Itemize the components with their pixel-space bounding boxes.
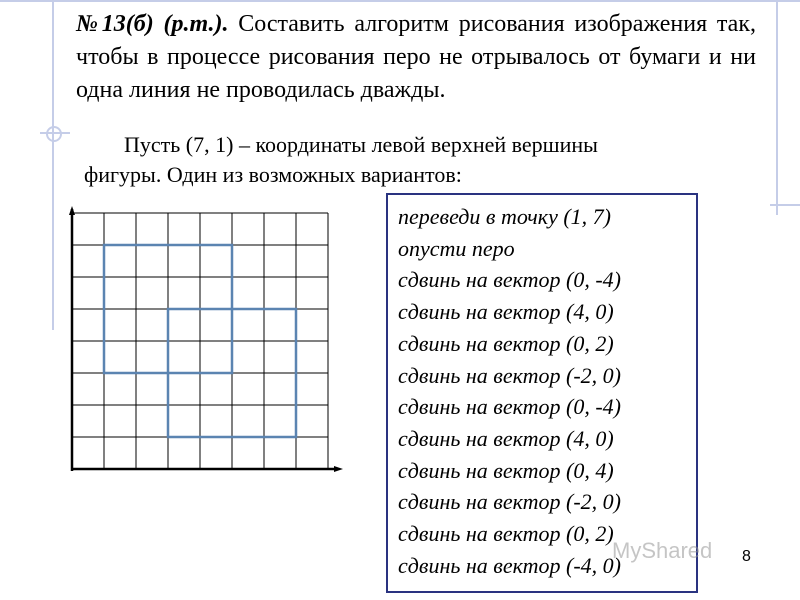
decorative-line-horizontal-right <box>770 204 800 206</box>
algorithm-step: сдвинь на вектор (0, 2) <box>398 330 614 356</box>
decorative-line-vertical-left <box>52 0 54 330</box>
algorithm-steps <box>388 195 696 581</box>
task-title <box>76 8 756 107</box>
grid-lines <box>72 213 328 469</box>
y-axis-arrow-icon <box>69 206 75 215</box>
algorithm-step: сдвинь на вектор (4, 0) <box>398 425 614 451</box>
decorative-line-vertical-right <box>776 0 778 215</box>
task-number: №13(б) (р.т.). <box>76 11 229 37</box>
decorative-circle <box>46 126 62 142</box>
watermark: MyShared <box>612 538 713 563</box>
algorithm-step: опусти перо <box>398 235 515 261</box>
algorithm-step: сдвинь на вектор (0, 2) <box>398 521 614 547</box>
x-axis-arrow-icon <box>334 466 343 472</box>
algorithm-step: сдвинь на вектор (-2, 0) <box>398 362 621 388</box>
drawing-figure <box>66 203 346 483</box>
intro-line-1: Пусть (7, 1) – координаты левой верхней вершины <box>124 132 598 157</box>
task-text: Составить алгоритм рисования изображения так, чтобы в процессе рисования перо не отрывалось от бумаги и ни одна линия не проводилась дважды. <box>76 11 756 103</box>
algorithm-box <box>386 193 698 593</box>
algorithm-step: сдвинь на вектор (0, -4) <box>398 267 621 293</box>
algorithm-step: сдвинь на вектор (-4, 0) <box>398 552 621 578</box>
slide-number: 8 <box>742 548 751 565</box>
intro-line-2: фигуры. Один из возможных вариантов: <box>84 162 462 187</box>
intro-text <box>76 130 746 190</box>
algorithm-step: сдвинь на вектор (0, -4) <box>398 394 621 420</box>
algorithm-step: сдвинь на вектор (-2, 0) <box>398 489 621 515</box>
decorative-line-top <box>0 0 800 2</box>
algorithm-step: переведи в точку (1, 7) <box>398 204 611 229</box>
coordinate-grid-svg <box>66 203 346 483</box>
algorithm-step: сдвинь на вектор (0, 4) <box>398 457 614 483</box>
algorithm-step: сдвинь на вектор (4, 0) <box>398 299 614 325</box>
